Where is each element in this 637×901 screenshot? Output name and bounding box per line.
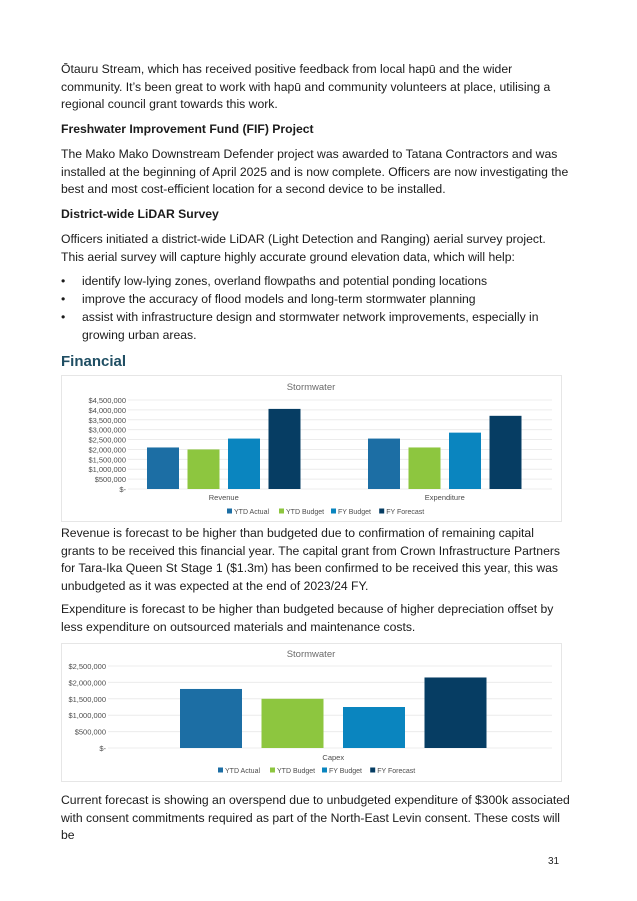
list-item: • identify low-lying zones, overland flowpaths and potential ponding locations: [61, 273, 571, 291]
lidar-heading: District-wide LiDAR Survey: [61, 207, 219, 221]
forecast-paragraph: Current forecast is showing an overspend due to unbudgeted expenditure of $300k associated with consent commitments required as part of the North-East Levin consent. These costs will be: [61, 793, 570, 842]
legend-swatch: [270, 768, 275, 773]
capex-chart: [61, 643, 562, 782]
bar-fy-budget: [449, 433, 481, 489]
x-category-label: Capex: [322, 753, 345, 762]
legend-label: FY Budget: [329, 768, 362, 775]
legend-label: FY Forecast: [377, 768, 416, 775]
legend-label: YTD Budget: [277, 768, 316, 775]
y-tick-label: $1,000,000: [68, 711, 106, 721]
x-category-label: Revenue: [208, 493, 239, 502]
expenditure-paragraph: Expenditure is forecast to be higher than budgeted because of higher depreciation offset by less expenditure on outsourced materials and maintenance costs.: [61, 602, 554, 634]
legend-label: FY Forecast: [386, 509, 425, 516]
legend-swatch: [218, 768, 223, 773]
y-tick-label: $4,000,000: [88, 405, 126, 415]
revenue-expenditure-chart-svg: [62, 376, 561, 521]
y-tick-label: $1,000,000: [88, 465, 126, 475]
y-tick-label: $500,000: [94, 475, 126, 485]
bar-ytd-actual: [180, 689, 242, 748]
bar-ytd-budget: [262, 699, 324, 748]
x-category-label: Expenditure: [424, 493, 465, 502]
legend-swatch: [227, 509, 232, 514]
bar-ytd-budget: [409, 447, 441, 489]
legend-swatch: [322, 768, 327, 773]
list-item: • improve the accuracy of flood models and long-term stormwater planning: [61, 291, 571, 309]
y-tick-label: $500,000: [74, 727, 106, 737]
revenue-expenditure-chart: [61, 375, 562, 522]
legend-label: FY Budget: [338, 509, 371, 516]
y-tick-label: $1,500,000: [68, 694, 106, 704]
chart-title: Stormwater: [286, 382, 336, 393]
chart-title: Stormwater: [286, 649, 336, 660]
capex-chart-svg: [62, 644, 561, 781]
bar-ytd-budget: [188, 449, 220, 489]
y-tick-label: $4,500,000: [88, 396, 126, 405]
legend-swatch: [331, 509, 336, 514]
fif-heading: Freshwater Improvement Fund (FIF) Project: [61, 122, 314, 136]
legend-swatch: [370, 768, 375, 773]
y-tick-label: $1,500,000: [88, 455, 126, 465]
fif-paragraph: The Mako Mako Downstream Defender project was awarded to Tatana Contractors and was installed at the beginning of April 2025 and is now complete. Officers are now investigating the best and most cost-efficient location for a second device to be installed.: [61, 147, 569, 196]
y-tick-label: $2,000,000: [68, 678, 106, 688]
y-tick-label: $2,500,000: [68, 662, 106, 671]
page-number: 31: [548, 856, 560, 867]
bar-fy-forecast: [425, 677, 487, 748]
legend-swatch: [379, 509, 384, 514]
bar-fy-budget: [228, 439, 260, 489]
y-tick-label: $2,500,000: [88, 435, 126, 445]
legend-swatch: [279, 509, 284, 514]
revenue-paragraph: Revenue is forecast to be higher than budgeted due to confirmation of remaining capital grants to be received this financial year. The capital grant from Crown Infrastructure Partners for Tara-Ika Queen St Stage 1 ($1.3m) has been confirmed to be received this year, this was unbudgeted as it was expected at the end of 2023/24 FY.: [61, 526, 561, 593]
y-tick-label: $3,500,000: [88, 415, 126, 425]
y-tick-label: $-: [99, 744, 106, 753]
y-tick-label: $2,000,000: [88, 445, 126, 455]
bar-fy-forecast: [490, 416, 522, 489]
lidar-paragraph: Officers initiated a district-wide LiDAR (Light Detection and Ranging) aerial survey project. This aerial survey will capture highly accurate ground elevation data, which will help:: [61, 232, 546, 264]
list-item: • assist with infrastructure design and stormwater network improvements, especially in growing urban areas.: [61, 309, 571, 344]
legend-label: YTD Actual: [225, 768, 261, 775]
bar-fy-forecast: [269, 409, 301, 489]
y-tick-label: $-: [119, 485, 126, 494]
bar-ytd-actual: [147, 447, 179, 489]
legend-label: YTD Actual: [234, 509, 270, 516]
intro-paragraph: Ōtauru Stream, which has received positive feedback from local hapū and the wider community. It’s been great to work with hapū and community volunteers at place, utilising a regional council grant towards this work.: [61, 62, 551, 111]
bar-ytd-actual: [368, 439, 400, 489]
financial-heading: Financial: [61, 353, 127, 370]
bar-fy-budget: [343, 707, 405, 748]
legend-label: YTD Budget: [286, 509, 325, 516]
y-tick-label: $3,000,000: [88, 425, 126, 435]
lidar-bullet-list: [61, 273, 571, 345]
